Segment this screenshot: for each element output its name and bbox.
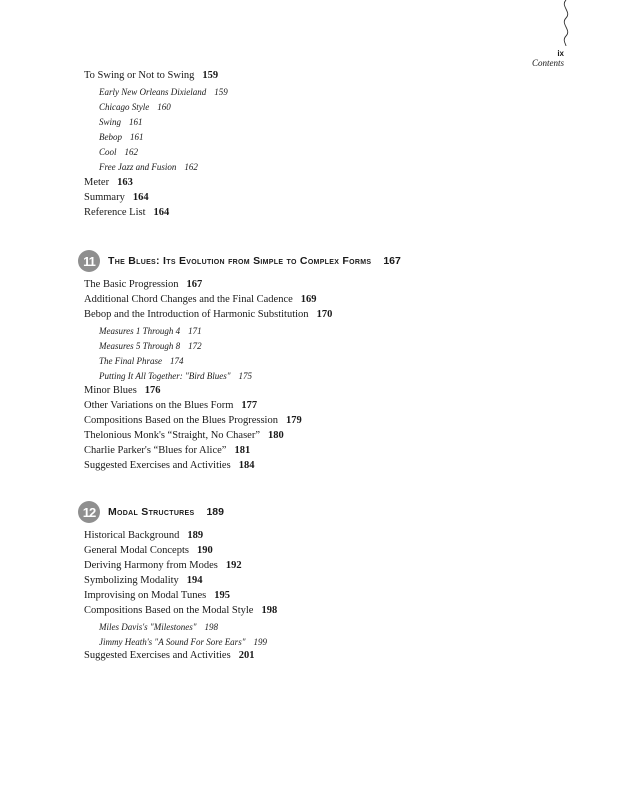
subentry-page: 161 (130, 132, 144, 142)
entry-page: 180 (268, 430, 284, 441)
entry-page: 179 (285, 415, 302, 426)
toc-subentry[interactable] (99, 87, 228, 97)
subentry-title: The Final Phrase (99, 356, 162, 366)
entry-page: 167 (186, 279, 203, 290)
toc-subentry[interactable] (99, 622, 218, 632)
toc-entry[interactable] (84, 400, 257, 411)
toc-subentry[interactable] (99, 637, 267, 647)
entry-title: Summary (84, 192, 125, 203)
toc-subentry[interactable] (99, 341, 202, 351)
toc-subentry[interactable] (99, 132, 144, 142)
toc-subentry[interactable] (99, 117, 143, 127)
chapter-12-heading[interactable] (78, 500, 224, 524)
entry-page: 192 (225, 560, 242, 571)
entry-page: 189 (187, 530, 204, 541)
subentry-title: Cool (99, 147, 117, 157)
subentry-page: 160 (157, 102, 171, 112)
entry-title: Improvising on Modal Tunes (84, 590, 207, 601)
subentry-page: 159 (214, 87, 228, 97)
toc-subentry[interactable] (99, 147, 138, 157)
entry-title: Other Variations on the Blues Form (84, 400, 234, 411)
entry-title: To Swing or Not to Swing (84, 70, 195, 81)
chapter-title: Modal Structures (108, 506, 195, 518)
entry-title: Additional Chord Changes and the Final Cadence (84, 294, 293, 305)
entry-page: 169 (300, 294, 317, 305)
subentry-title: Free Jazz and Fusion (99, 162, 177, 172)
toc-subentry[interactable] (99, 356, 184, 366)
subentry-title: Miles Davis's "Milestones" (99, 622, 197, 632)
toc-entry[interactable] (84, 70, 218, 81)
entry-title: Suggested Exercises and Activities (84, 460, 231, 471)
subentry-page: 162 (184, 162, 198, 172)
toc-entry[interactable] (84, 530, 203, 541)
chapter-page: 167 (383, 255, 401, 267)
subentry-page: 172 (188, 341, 202, 351)
entry-title: Minor Blues (84, 385, 137, 396)
chapter-number-badge: 11 (78, 250, 100, 272)
chapter-number-badge: 12 (78, 501, 100, 523)
running-head (532, 50, 564, 69)
entry-page: 190 (196, 545, 213, 556)
toc-entry[interactable] (84, 650, 254, 661)
toc-entry[interactable] (84, 545, 213, 556)
chapter-11-heading[interactable] (78, 249, 401, 273)
toc-entry[interactable] (84, 430, 284, 441)
subentry-page: 175 (238, 371, 252, 381)
entry-title: Bebop and the Introduction of Harmonic Substitution (84, 309, 309, 320)
subentry-title: Putting It All Together: "Bird Blues" (99, 371, 231, 381)
toc-subentry[interactable] (99, 326, 202, 336)
entry-page: 176 (144, 385, 161, 396)
entry-title: Compositions Based on the Modal Style (84, 605, 254, 616)
subentry-page: 198 (204, 622, 218, 632)
toc-entry[interactable] (84, 385, 161, 396)
entry-title: Reference List (84, 207, 146, 218)
toc-entry[interactable] (84, 415, 302, 426)
toc-entry[interactable] (84, 279, 202, 290)
subentry-title: Measures 1 Through 4 (99, 326, 181, 336)
subentry-title: Swing (99, 117, 122, 127)
subentry-title: Bebop (99, 132, 122, 142)
entry-title: Suggested Exercises and Activities (84, 650, 231, 661)
chapter-title: The Blues: Its Evolution from Simple to Complex Forms (108, 255, 372, 267)
subentry-page: 199 (253, 637, 267, 647)
entry-title: Compositions Based on the Blues Progression (84, 415, 278, 426)
toc-subentry[interactable] (99, 162, 198, 172)
entry-title: Deriving Harmony from Modes (84, 560, 218, 571)
toc-entry[interactable] (84, 207, 169, 218)
subentry-title: Early New Orleans Dixieland (99, 87, 207, 97)
entry-page: 164 (153, 207, 170, 218)
entry-title: Historical Background (84, 530, 180, 541)
entry-title: The Basic Progression (84, 279, 179, 290)
subentry-page: 171 (188, 326, 202, 336)
entry-page: 181 (234, 445, 251, 456)
entry-page: 163 (117, 177, 133, 188)
subentry-page: 162 (124, 147, 139, 157)
toc-subentry[interactable] (99, 102, 171, 112)
entry-title: Symbolizing Modality (84, 575, 179, 586)
toc-entry[interactable] (84, 460, 254, 471)
subentry-title: Jimmy Heath's "A Sound For Sore Ears" (99, 637, 246, 647)
subentry-page: 161 (129, 117, 143, 127)
toc-entry[interactable] (84, 575, 203, 586)
entry-title: Thelonious Monk's “Straight, No Chaser” (84, 430, 260, 441)
toc-entry[interactable] (84, 590, 230, 601)
entry-page: 195 (214, 590, 230, 601)
toc-entry[interactable] (84, 605, 277, 616)
subentry-page: 174 (170, 356, 184, 366)
entry-page: 177 (241, 400, 258, 411)
entry-page: 170 (316, 309, 333, 320)
toc-entry[interactable] (84, 309, 332, 320)
toc-entry[interactable] (84, 294, 317, 305)
entry-title: Meter (84, 177, 110, 188)
entry-page: 184 (238, 460, 255, 471)
toc-entry[interactable] (84, 560, 242, 571)
toc-subentry[interactable] (99, 371, 252, 381)
page-number: ix (557, 49, 564, 58)
entry-page: 164 (132, 192, 149, 203)
chapter-page: 189 (206, 506, 224, 518)
entry-title: General Modal Concepts (84, 545, 189, 556)
toc-entry[interactable] (84, 177, 133, 188)
entry-title: Charlie Parker's “Blues for Alice” (84, 445, 227, 456)
entry-page: 159 (202, 70, 219, 81)
subentry-title: Chicago Style (99, 102, 150, 112)
subentry-title: Measures 5 Through 8 (99, 341, 181, 351)
running-title: Contents (531, 57, 564, 68)
entry-page: 201 (238, 650, 255, 661)
entry-page: 194 (186, 575, 203, 586)
toc-entry[interactable] (84, 192, 149, 203)
entry-page: 198 (261, 605, 278, 616)
toc-entry[interactable] (84, 445, 250, 456)
